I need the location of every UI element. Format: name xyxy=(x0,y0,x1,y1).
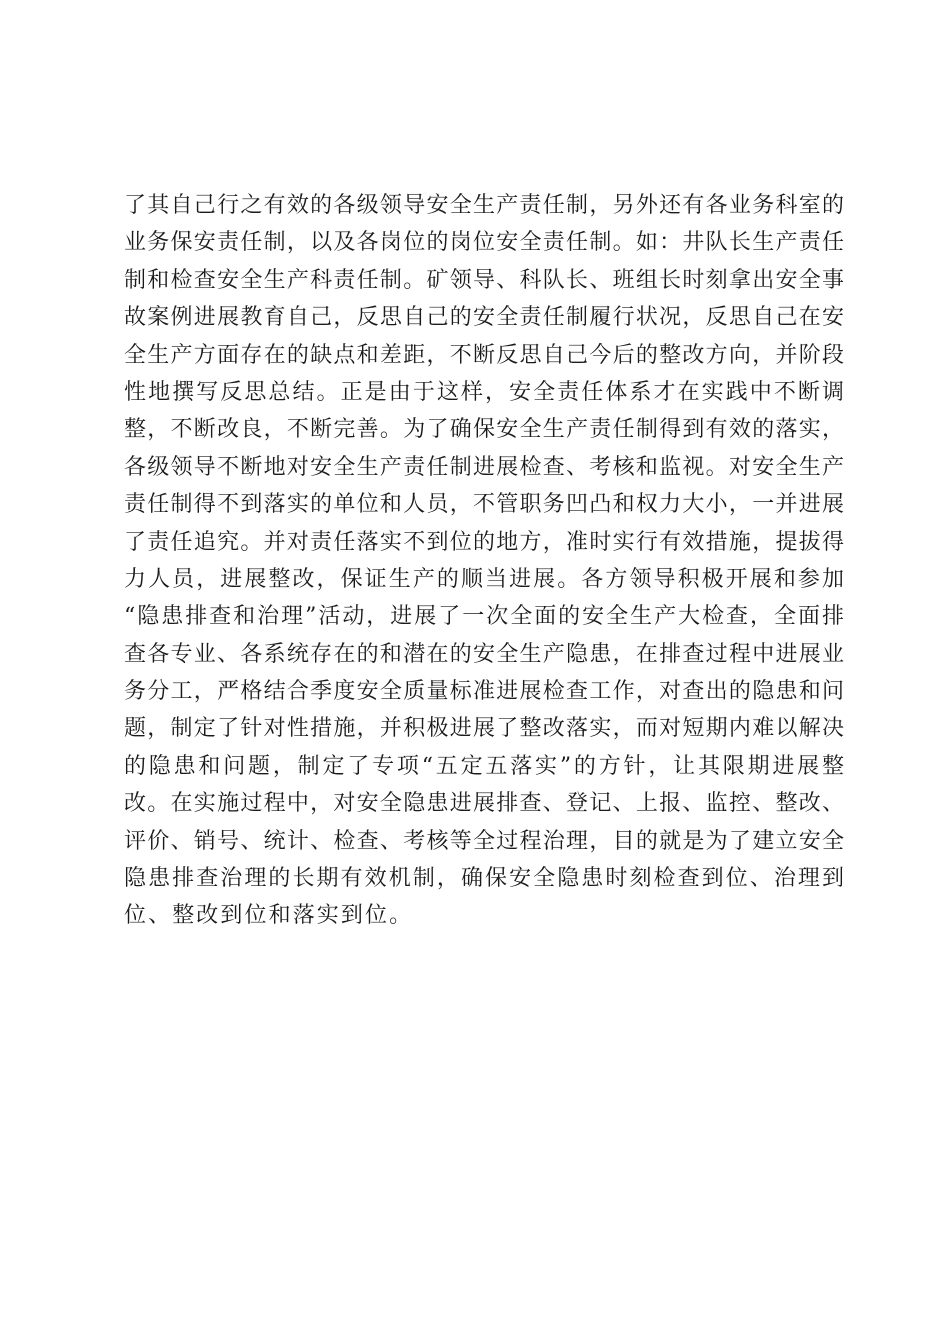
text-line: 题，制定了针对性措施，并积极进展了整改落实，而对短期内难以解决 xyxy=(124,716,844,742)
text-line: 务分工，严格结合季度安全质量标准进展检查工作，对查出的隐患和问 xyxy=(124,679,844,705)
text-line: 整，不断改良，不断完善。为了确保安全生产责任制得到有效的落实， xyxy=(124,417,844,443)
text-line: 隐患排查治理的长期有效机制，确保安全隐患时刻检查到位、治理到 xyxy=(124,866,844,892)
text-line: 全生产方面存在的缺点和差距，不断反思自己今后的整改方向，并阶段 xyxy=(124,342,844,368)
text-line: 各级领导不断地对安全生产责任制进展检查、考核和监视。对安全生产 xyxy=(124,454,844,480)
text-line: 改。在实施过程中，对安全隐患进展排查、登记、上报、监控、整改、 xyxy=(124,791,844,817)
text-line: 业务保安责任制，以及各岗位的岗位安全责任制。如：井队长生产责任 xyxy=(124,230,844,256)
text-line: 位、整改到位和落实到位。 xyxy=(124,903,414,929)
body-paragraph xyxy=(124,187,844,935)
text-line: 性地撰写反思总结。正是由于这样，安全责任体系才在实践中不断调 xyxy=(124,379,844,405)
text-line: 了责任追究。并对责任落实不到位的地方，准时实行有效措施，提拔得 xyxy=(124,529,844,555)
text-line: 责任制得不到落实的单位和人员，不管职务凹凸和权力大小，一并进展 xyxy=(124,492,844,518)
text-line: 力人员，进展整改，保证生产的顺当进展。各方领导积极开展和参加 xyxy=(124,566,844,592)
text-line: “隐患排查和治理”活动，进展了一次全面的安全生产大检查，全面排 xyxy=(124,604,844,630)
text-line: 的隐患和问题，制定了专项“五定五落实”的方针，让其限期进展整 xyxy=(124,753,844,779)
text-line: 故案例进展教育自己，反思自己的安全责任制履行状况，反思自己在安 xyxy=(124,305,844,331)
text-line: 评价、销号、统计、检查、考核等全过程治理，目的就是为了建立安全 xyxy=(124,828,844,854)
text-line: 制和检查安全生产科责任制。矿领导、科队长、班组长时刻拿出安全事 xyxy=(124,267,844,293)
text-line: 查各专业、各系统存在的和潜在的安全生产隐患，在排查过程中进展业 xyxy=(124,641,844,667)
text-line: 了其自己行之有效的各级领导安全生产责任制，另外还有各业务科室的 xyxy=(124,193,844,218)
